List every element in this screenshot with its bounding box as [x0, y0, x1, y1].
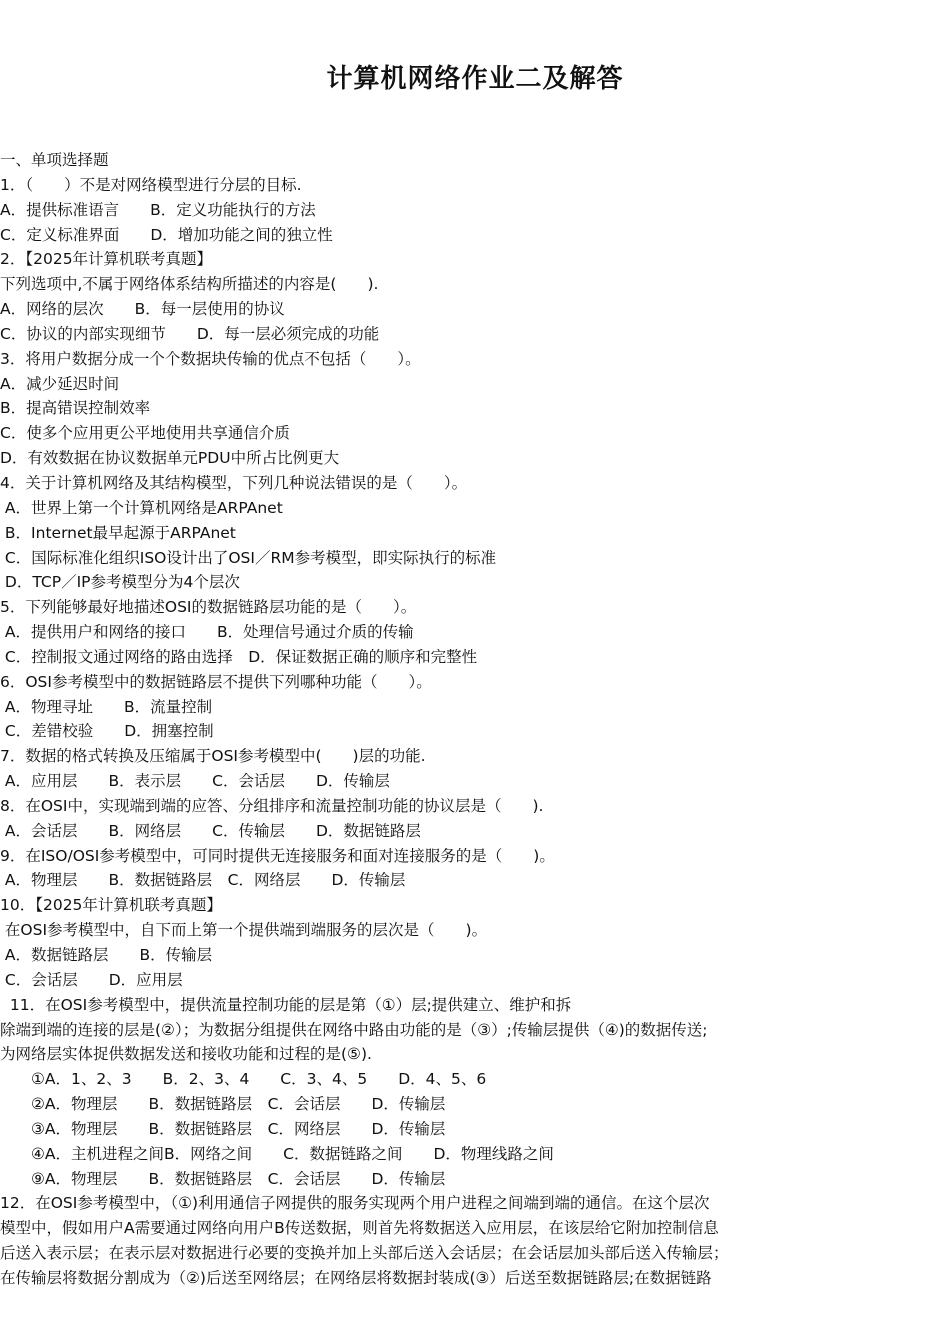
text-line: 12．在OSI参考模型中，（①)利用通信子网提供的服务实现两个用户进程之间端到端的通信。在这个层次	[0, 1194, 710, 1213]
text-line: 模型中，假如用户A需要通过网络向用户B传送数据，则首先将数据送入应用层，在该层给它附加控制信息	[0, 1219, 719, 1238]
text-line: 10．【2025年计算机联考真题】	[0, 896, 222, 915]
text-line: A．提供用户和网络的接口 B．处理信号通过介质的传输	[0, 623, 414, 642]
text-line: A．会话层 B．网络层 C．传输层 D．数据链路层	[0, 821, 421, 840]
text-line: A．提供标准语言 B．定义功能执行的方法	[0, 200, 316, 219]
text-line: A．数据链路层 B．传输层	[0, 946, 213, 964]
text-line: 在传输层将数据分割成为（②)后送至网络层；在网络层将数据封装成(③）后送至数据链路层;在数据链路	[0, 1268, 712, 1287]
document-title: 计算机网络作业二及解答	[326, 64, 624, 94]
text-line: 下列选项中,不属于网络体系结构所描述的内容是( ).	[0, 275, 379, 294]
text-line: ②A．物理层 B．数据链路层 C．会话层 D．传输层	[0, 1095, 446, 1114]
text-line: B．提高错误控制效率	[0, 399, 151, 418]
text-line: 后送入表示层；在表示层对数据进行必要的变换并加上头部后送入会话层；在会话层加头部后送入传输层；	[0, 1244, 729, 1263]
text-line: C．差错校验 D．拥塞控制	[0, 722, 214, 741]
text-line: C．会话层 D．应用层	[0, 970, 183, 989]
text-line: 一、单项选择题	[0, 151, 109, 169]
text-line: 除端到端的连接的层是(②）；为数据分组提供在网络中路由功能的是（③）;传输层提供（④)的数据传送;	[0, 1020, 708, 1039]
text-line: 2．【2025年计算机联考真题】	[0, 250, 213, 269]
text-line: A．减少延迟时间	[0, 374, 120, 393]
text-line: A．物理层 B．数据链路层 C．网络层 D．传输层	[0, 871, 406, 890]
text-line: A．应用层 B．表示层 C．会话层 D．传输层	[0, 772, 390, 791]
text-line: 11．在OSI参考模型中，提供流量控制功能的层是第（①）层;提供建立、维护和拆	[0, 995, 572, 1014]
text-line: 在OSI参考模型中，自下而上第一个提供端到端服务的层次是（ )。	[0, 921, 488, 940]
text-line: ③A．物理层 B．数据链路层 C．网络层 D．传输层	[0, 1119, 446, 1138]
document-body	[0, 148, 950, 1291]
text-line: C．国际标准化组织ISO设计出了OSI／RM参考模型，即实际执行的标准	[0, 548, 497, 567]
text-line: C．定义标准界面 D．增加功能之间的独立性	[0, 225, 333, 244]
text-line: 9．在ISO/OSI参考模型中，可同时提供无连接服务和面对连接服务的是（ )。	[0, 846, 555, 865]
text-line: ①A．1、2、3 B．2、3、4 C．3、4、5 D．4、5、6	[0, 1070, 487, 1089]
text-line: D．TCP／IP参考模型分为4个层次	[0, 573, 240, 592]
text-line: A．物理寻址 B．流量控制	[0, 697, 213, 716]
text-line: C．使多个应用更公平地使用共享通信介质	[0, 424, 290, 443]
text-line: 7．数据的格式转换及压缩属于OSI参考模型中( )层的功能.	[0, 747, 426, 766]
text-line: 为网络层实体捉供数据发送和接收功能和过程的是(⑤).	[0, 1045, 372, 1064]
text-line: B．Internet最早起源于ARPAnet	[0, 523, 236, 542]
text-line: C．协议的内部实现细节 D．每一层必须完成的功能	[0, 324, 380, 343]
text-line: 8．在OSI中，实现端到端的应答、分组排序和流量控制功能的协议层是（ ).	[0, 796, 544, 815]
text-line: 3．将用户数据分成一个个数据块传输的优点不包括（ ）。	[0, 349, 421, 368]
text-line: ⑨A．物理层 B．数据链路层 C．会话层 D．传输层	[0, 1169, 446, 1188]
text-line: 4．关于计算机网络及其结构模型，下列几种说法错误的是（ ）。	[0, 473, 468, 492]
text-line: ④A．主机进程之间B．网络之间 C．数据链路之间 D．物理线路之间	[0, 1144, 554, 1163]
text-line: D．有效数据在协议数据单元PDU中所占比例更大	[0, 449, 340, 468]
text-line: 6．OSI参考模型中的数据链路层不提供下列哪种功能（ ）。	[0, 672, 432, 691]
text-line: 5．下列能够最好地描述OSI的数据链路层功能的是（ ）。	[0, 598, 417, 617]
text-line: A．网络的层次 B．每一层使用的协议	[0, 300, 285, 319]
text-line: C．控制报文通过网络的路由选择 D．保证数据正确的顺序和完整性	[0, 647, 478, 666]
text-line: A．世界上第一个计算机网络是ARPAnet	[0, 498, 283, 517]
text-line: 1．（ ）不是对网络模型进行分层的目标.	[0, 175, 302, 194]
